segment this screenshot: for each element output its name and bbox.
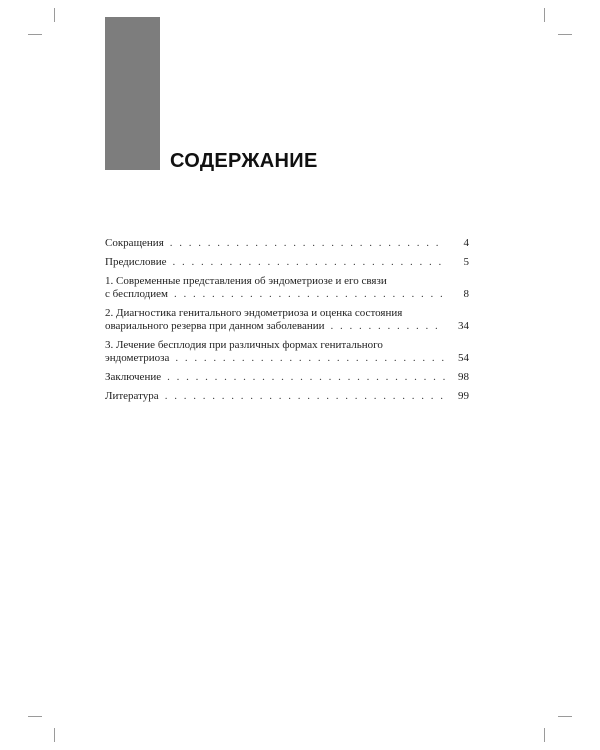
dot-leader [165,390,445,403]
table-of-contents [105,237,469,409]
toc-entry-title: Предисловие [105,256,167,268]
dot-leader [167,371,445,384]
toc-page-number: 98 [458,371,469,383]
toc-entry-title: 1. Современные представления об эндометриозе и его связи [105,275,387,287]
toc-entry[interactable] [105,339,469,365]
dot-leader [173,256,446,269]
crop-mark [558,716,572,717]
toc-entry-title: Сокращения [105,237,164,249]
toc-entry[interactable] [105,256,469,269]
toc-page-number: 5 [463,256,469,268]
toc-page-number: 34 [458,320,469,332]
toc-entry-title-continued: с бесплодием [105,288,169,300]
toc-entry-title: Заключение [105,371,162,383]
crop-mark [54,728,55,742]
toc-entry-title-continued: овариального резерва при данном заболевании [105,320,325,332]
toc-page-number: 4 [463,237,469,249]
toc-page-number: 8 [463,288,469,300]
dot-leader [170,237,445,250]
toc-entry-title: 3. Лечение бесплодия при различных формах генитального [105,339,383,351]
crop-mark [558,34,572,35]
dot-leader [175,352,445,365]
page-title: СОДЕРЖАНИЕ [170,150,318,172]
dot-leader [331,320,445,333]
toc-entry-title: Литература [105,390,159,402]
dot-leader [174,288,445,301]
crop-mark [54,8,55,22]
toc-entry[interactable] [105,390,469,403]
toc-entry[interactable] [105,275,469,301]
crop-mark [544,8,545,22]
chapter-accent-block [105,17,160,170]
toc-entry[interactable] [105,237,469,250]
crop-mark [28,716,42,717]
toc-page-number: 99 [458,390,469,402]
toc-entry-title: 2. Диагностика генитального эндометриоза и оценка состояния [105,307,403,319]
toc-entry-title-continued: эндометриоза [105,352,170,364]
toc-page-number: 54 [458,352,469,364]
toc-entry[interactable] [105,371,469,384]
crop-mark [544,728,545,742]
toc-entry[interactable] [105,307,469,333]
crop-mark [28,34,42,35]
